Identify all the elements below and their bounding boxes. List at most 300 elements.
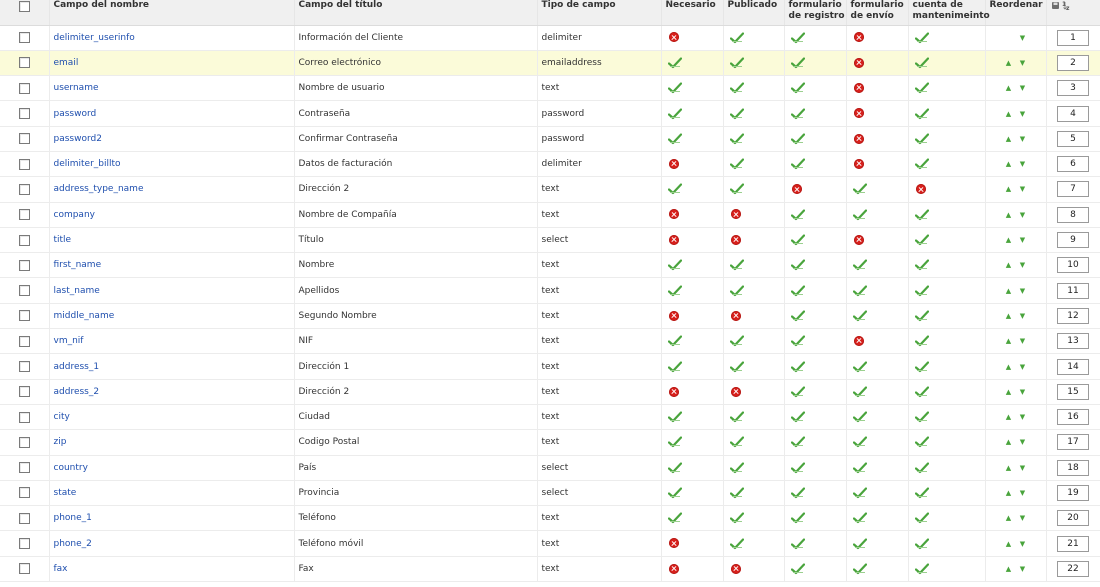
- row-checkbox[interactable]: [19, 412, 30, 423]
- tick-icon[interactable]: [668, 411, 682, 423]
- row-checkbox[interactable]: [19, 386, 30, 397]
- cross-icon[interactable]: [792, 184, 802, 194]
- tick-icon[interactable]: [730, 158, 744, 170]
- move-down-icon[interactable]: ▼: [1019, 514, 1026, 523]
- order-input[interactable]: 13: [1057, 333, 1089, 349]
- order-input[interactable]: 6: [1057, 156, 1089, 172]
- move-down-icon[interactable]: ▼: [1019, 539, 1026, 548]
- table-row[interactable]: [0, 430, 1100, 455]
- tick-icon[interactable]: [791, 487, 805, 499]
- tick-icon[interactable]: [791, 209, 805, 221]
- move-down-icon[interactable]: ▼: [1019, 362, 1026, 371]
- field-name-link[interactable]: username: [53, 83, 99, 94]
- tick-icon[interactable]: [915, 335, 929, 347]
- tick-icon[interactable]: [791, 285, 805, 297]
- row-checkbox[interactable]: [19, 563, 30, 574]
- move-up-icon[interactable]: ▲: [1005, 488, 1012, 497]
- tick-icon[interactable]: [668, 335, 682, 347]
- row-checkbox[interactable]: [19, 57, 30, 68]
- tick-icon[interactable]: [791, 133, 805, 145]
- order-input[interactable]: 12: [1057, 308, 1089, 324]
- tick-icon[interactable]: [915, 158, 929, 170]
- move-up-icon[interactable]: ▲: [1005, 185, 1012, 194]
- order-input[interactable]: 5: [1057, 131, 1089, 147]
- tick-icon[interactable]: [853, 285, 867, 297]
- tick-icon[interactable]: [791, 108, 805, 120]
- tick-icon[interactable]: [853, 259, 867, 271]
- tick-icon[interactable]: [791, 411, 805, 423]
- move-up-icon[interactable]: ▲: [1005, 84, 1012, 93]
- tick-icon[interactable]: [730, 82, 744, 94]
- table-row[interactable]: [0, 480, 1100, 505]
- field-title-cell: Ciudad: [294, 404, 537, 429]
- move-up-icon[interactable]: ▲: [1005, 58, 1012, 67]
- reorder-cell: [985, 379, 1046, 404]
- reorder-cell: [985, 278, 1046, 303]
- move-down-icon[interactable]: ▼: [1019, 438, 1026, 447]
- tick-icon[interactable]: [730, 462, 744, 474]
- tick-icon[interactable]: [730, 32, 744, 44]
- tick-icon[interactable]: [915, 310, 929, 322]
- move-up-icon[interactable]: ▲: [1005, 337, 1012, 346]
- row-checkbox[interactable]: [19, 83, 30, 94]
- col-type-header[interactable]: Tipo de campo: [537, 0, 661, 25]
- cross-icon[interactable]: [854, 32, 864, 42]
- tick-icon[interactable]: [853, 487, 867, 499]
- tick-icon[interactable]: [853, 462, 867, 474]
- row-checkbox[interactable]: [19, 32, 30, 43]
- row-select-cell: [0, 531, 49, 556]
- published-cell: [723, 177, 784, 202]
- row-checkbox[interactable]: [19, 184, 30, 195]
- published-cell: [723, 354, 784, 379]
- move-up-icon[interactable]: ▲: [1005, 387, 1012, 396]
- cross-icon[interactable]: [854, 159, 864, 169]
- field-name-link[interactable]: title: [53, 235, 72, 246]
- col-title-header[interactable]: Campo del título: [294, 0, 537, 25]
- cross-icon[interactable]: [731, 235, 741, 245]
- table-row[interactable]: [0, 404, 1100, 429]
- tick-icon[interactable]: [791, 563, 805, 575]
- row-checkbox[interactable]: [19, 310, 30, 321]
- tick-icon[interactable]: [915, 563, 929, 575]
- order-input[interactable]: 7: [1057, 181, 1089, 197]
- table-row[interactable]: [0, 455, 1100, 480]
- tick-icon[interactable]: [668, 436, 682, 448]
- cross-icon[interactable]: [731, 564, 741, 574]
- tick-icon[interactable]: [730, 361, 744, 373]
- table-row[interactable]: [0, 76, 1100, 101]
- tick-icon[interactable]: [915, 512, 929, 524]
- row-checkbox[interactable]: [19, 513, 30, 524]
- cross-icon[interactable]: [731, 387, 741, 397]
- table-row[interactable]: [0, 202, 1100, 227]
- col-published-header[interactable]: Publicado: [723, 0, 784, 25]
- row-checkbox[interactable]: [19, 209, 30, 220]
- row-checkbox[interactable]: [19, 260, 30, 271]
- account-cell: [908, 227, 985, 252]
- tick-icon[interactable]: [668, 361, 682, 373]
- tick-icon[interactable]: [791, 538, 805, 550]
- table-row[interactable]: [0, 303, 1100, 328]
- tick-icon[interactable]: [668, 285, 682, 297]
- tick-icon[interactable]: [791, 462, 805, 474]
- required-cell: [661, 354, 723, 379]
- shipping-cell: [846, 151, 908, 176]
- cross-icon[interactable]: [669, 32, 679, 42]
- tick-icon[interactable]: [853, 512, 867, 524]
- table-row[interactable]: [0, 278, 1100, 303]
- table-row[interactable]: [0, 50, 1100, 75]
- cross-icon[interactable]: [854, 134, 864, 144]
- tick-icon[interactable]: [915, 462, 929, 474]
- row-checkbox[interactable]: [19, 361, 30, 372]
- tick-icon[interactable]: [915, 259, 929, 271]
- tick-icon[interactable]: [668, 183, 682, 195]
- tick-icon[interactable]: [915, 361, 929, 373]
- tick-icon[interactable]: [668, 259, 682, 271]
- col-account-header[interactable]: cuenta de mantenimeinto: [908, 0, 985, 25]
- tick-icon[interactable]: [730, 285, 744, 297]
- cross-icon[interactable]: [669, 564, 679, 574]
- tick-icon[interactable]: [730, 133, 744, 145]
- cross-icon[interactable]: [669, 209, 679, 219]
- order-input[interactable]: 19: [1057, 485, 1089, 501]
- table-row[interactable]: [0, 126, 1100, 151]
- tick-icon[interactable]: [791, 386, 805, 398]
- reorder-cell: [985, 202, 1046, 227]
- tick-icon[interactable]: [730, 436, 744, 448]
- row-checkbox[interactable]: [19, 487, 30, 498]
- move-down-icon[interactable]: ▼: [1019, 463, 1026, 472]
- tick-icon[interactable]: [915, 487, 929, 499]
- move-down-icon[interactable]: ▼: [1019, 286, 1026, 295]
- cross-icon[interactable]: [731, 311, 741, 321]
- tick-icon[interactable]: [791, 158, 805, 170]
- move-down-icon[interactable]: ▼: [1019, 33, 1026, 42]
- field-name-link[interactable]: country: [53, 462, 88, 473]
- tick-icon[interactable]: [853, 310, 867, 322]
- tick-icon[interactable]: [853, 411, 867, 423]
- row-checkbox[interactable]: [19, 108, 30, 119]
- tick-icon[interactable]: [730, 411, 744, 423]
- move-down-icon[interactable]: ▼: [1019, 387, 1026, 396]
- field-name-link[interactable]: delimiter_userinfo: [53, 32, 135, 43]
- field-name-link[interactable]: fax: [53, 563, 68, 574]
- tick-icon[interactable]: [915, 209, 929, 221]
- tick-icon[interactable]: [915, 436, 929, 448]
- tick-icon[interactable]: [730, 259, 744, 271]
- field-name-link[interactable]: address_type_name: [53, 184, 144, 195]
- move-up-icon[interactable]: ▲: [1005, 362, 1012, 371]
- field-name-link[interactable]: password2: [53, 133, 102, 144]
- tick-icon[interactable]: [730, 108, 744, 120]
- registration-cell: [784, 506, 846, 531]
- order-input[interactable]: 4: [1057, 106, 1089, 122]
- tick-icon[interactable]: [791, 310, 805, 322]
- tick-icon[interactable]: [668, 512, 682, 524]
- move-up-icon[interactable]: ▲: [1005, 210, 1012, 219]
- row-select-cell: [0, 126, 49, 151]
- reorder-cell: [985, 556, 1046, 581]
- tick-icon[interactable]: [730, 57, 744, 69]
- table-row[interactable]: [0, 253, 1100, 278]
- required-cell: [661, 25, 723, 50]
- order-input[interactable]: 8: [1057, 207, 1089, 223]
- col-shipping-header[interactable]: formulario de envío: [846, 0, 908, 25]
- table-row[interactable]: [0, 227, 1100, 252]
- field-title-cell: Dirección 1: [294, 354, 537, 379]
- row-checkbox[interactable]: [19, 133, 30, 144]
- move-up-icon[interactable]: ▲: [1005, 261, 1012, 270]
- field-name-link[interactable]: phone_1: [53, 513, 92, 524]
- tick-icon[interactable]: [915, 133, 929, 145]
- move-down-icon[interactable]: ▼: [1019, 236, 1026, 245]
- table-row[interactable]: [0, 101, 1100, 126]
- tick-icon[interactable]: [791, 32, 805, 44]
- tick-icon[interactable]: [668, 57, 682, 69]
- move-up-icon[interactable]: ▲: [1005, 413, 1012, 422]
- published-cell: [723, 50, 784, 75]
- order-input[interactable]: 1: [1057, 30, 1089, 46]
- row-checkbox[interactable]: [19, 285, 30, 296]
- move-down-icon[interactable]: ▼: [1019, 160, 1026, 169]
- move-up-icon[interactable]: ▲: [1005, 160, 1012, 169]
- field-name-link[interactable]: address_2: [53, 386, 100, 397]
- cross-icon[interactable]: [669, 538, 679, 548]
- order-input[interactable]: 17: [1057, 434, 1089, 450]
- tick-icon[interactable]: [853, 361, 867, 373]
- tick-icon[interactable]: [915, 234, 929, 246]
- registration-cell: [784, 531, 846, 556]
- field-type-cell: password: [537, 101, 661, 126]
- move-up-icon[interactable]: ▲: [1005, 109, 1012, 118]
- account-cell: [908, 506, 985, 531]
- order-input[interactable]: 3: [1057, 80, 1089, 96]
- move-up-icon[interactable]: ▲: [1005, 564, 1012, 573]
- order-input[interactable]: 10: [1057, 257, 1089, 273]
- reorder-cell: [985, 303, 1046, 328]
- tick-icon[interactable]: [668, 108, 682, 120]
- tick-icon[interactable]: [730, 183, 744, 195]
- order-input[interactable]: 21: [1057, 536, 1089, 552]
- tick-icon[interactable]: [853, 386, 867, 398]
- table-row[interactable]: [0, 177, 1100, 202]
- row-checkbox[interactable]: [19, 235, 30, 246]
- cross-icon[interactable]: [854, 83, 864, 93]
- field-name-link[interactable]: company: [53, 209, 95, 220]
- tick-icon[interactable]: [791, 436, 805, 448]
- tick-icon[interactable]: [730, 512, 744, 524]
- tick-icon[interactable]: [668, 133, 682, 145]
- order-cell: [1046, 404, 1100, 429]
- required-cell: [661, 404, 723, 429]
- tick-icon[interactable]: [915, 32, 929, 44]
- field-title-cell: Datos de facturación: [294, 151, 537, 176]
- cross-icon[interactable]: [669, 311, 679, 321]
- tick-icon[interactable]: [791, 234, 805, 246]
- move-up-icon[interactable]: ▲: [1005, 514, 1012, 523]
- move-down-icon[interactable]: ▼: [1019, 58, 1026, 67]
- move-up-icon[interactable]: ▲: [1005, 236, 1012, 245]
- move-down-icon[interactable]: ▼: [1019, 134, 1026, 143]
- account-cell: [908, 531, 985, 556]
- field-name-link[interactable]: phone_2: [53, 538, 92, 549]
- field-name-link[interactable]: zip: [53, 437, 67, 448]
- tick-icon[interactable]: [791, 512, 805, 524]
- col-reorder-header[interactable]: Reordenar: [985, 0, 1046, 25]
- tick-icon[interactable]: [853, 183, 867, 195]
- table-row[interactable]: [0, 531, 1100, 556]
- tick-icon[interactable]: [915, 82, 929, 94]
- tick-icon[interactable]: [730, 538, 744, 550]
- order-input[interactable]: 9: [1057, 232, 1089, 248]
- tick-icon[interactable]: [668, 82, 682, 94]
- field-name-link[interactable]: first_name: [53, 260, 102, 271]
- col-name-header[interactable]: Campo del nombre: [49, 0, 294, 25]
- published-cell: [723, 404, 784, 429]
- order-input[interactable]: 18: [1057, 460, 1089, 476]
- cross-icon[interactable]: [854, 108, 864, 118]
- tick-icon[interactable]: [853, 563, 867, 575]
- field-name-link[interactable]: address_1: [53, 361, 100, 372]
- tick-icon[interactable]: [791, 82, 805, 94]
- tick-icon[interactable]: [791, 259, 805, 271]
- cross-icon[interactable]: [669, 235, 679, 245]
- field-title-cell: País: [294, 455, 537, 480]
- move-down-icon[interactable]: ▼: [1019, 84, 1026, 93]
- tick-icon[interactable]: [915, 386, 929, 398]
- order-cell: [1046, 329, 1100, 354]
- shipping-cell: [846, 430, 908, 455]
- move-up-icon[interactable]: ▲: [1005, 311, 1012, 320]
- tick-icon[interactable]: [915, 538, 929, 550]
- order-input[interactable]: 11: [1057, 283, 1089, 299]
- cross-icon[interactable]: [669, 387, 679, 397]
- tick-icon[interactable]: [668, 462, 682, 474]
- row-checkbox[interactable]: [19, 437, 30, 448]
- move-down-icon[interactable]: ▼: [1019, 185, 1026, 194]
- tick-icon[interactable]: [791, 57, 805, 69]
- cross-icon[interactable]: [731, 209, 741, 219]
- field-title-cell: Apellidos: [294, 278, 537, 303]
- cross-icon[interactable]: [669, 159, 679, 169]
- cross-icon[interactable]: [854, 336, 864, 346]
- move-up-icon[interactable]: ▲: [1005, 463, 1012, 472]
- published-cell: [723, 101, 784, 126]
- field-type-cell: text: [537, 303, 661, 328]
- tick-icon[interactable]: [853, 209, 867, 221]
- field-name-cell: [49, 303, 294, 328]
- move-up-icon[interactable]: ▲: [1005, 438, 1012, 447]
- table-row[interactable]: [0, 556, 1100, 581]
- tick-icon[interactable]: [915, 57, 929, 69]
- svg-text:z: z: [1065, 5, 1069, 11]
- order-cell: [1046, 126, 1100, 151]
- tick-icon[interactable]: [730, 487, 744, 499]
- col-registration-header[interactable]: formulario de registro: [784, 0, 846, 25]
- field-name-link[interactable]: vm_nif: [53, 336, 84, 347]
- cross-icon[interactable]: [916, 184, 926, 194]
- move-up-icon[interactable]: ▲: [1005, 134, 1012, 143]
- move-up-icon[interactable]: ▲: [1005, 539, 1012, 548]
- required-cell: [661, 480, 723, 505]
- order-input[interactable]: 15: [1057, 384, 1089, 400]
- order-cell: [1046, 50, 1100, 75]
- field-name-link[interactable]: email: [53, 57, 79, 68]
- row-checkbox[interactable]: [19, 159, 30, 170]
- cross-icon[interactable]: [854, 58, 864, 68]
- select-all-checkbox[interactable]: [19, 1, 30, 12]
- tick-icon[interactable]: [853, 538, 867, 550]
- table-row[interactable]: [0, 354, 1100, 379]
- account-cell: [908, 202, 985, 227]
- field-name-link[interactable]: city: [53, 412, 70, 423]
- row-checkbox[interactable]: [19, 538, 30, 549]
- order-input[interactable]: 20: [1057, 510, 1089, 526]
- move-down-icon[interactable]: ▼: [1019, 564, 1026, 573]
- order-input[interactable]: 16: [1057, 409, 1089, 425]
- move-down-icon[interactable]: ▼: [1019, 413, 1026, 422]
- tick-icon[interactable]: [668, 487, 682, 499]
- table-row[interactable]: [0, 329, 1100, 354]
- tick-icon[interactable]: [915, 285, 929, 297]
- field-name-link[interactable]: password: [53, 108, 97, 119]
- col-required-header[interactable]: Necesario: [661, 0, 723, 25]
- row-select-cell: [0, 76, 49, 101]
- field-name-cell: [49, 379, 294, 404]
- cross-icon[interactable]: [854, 235, 864, 245]
- row-select-cell: [0, 379, 49, 404]
- move-down-icon[interactable]: ▼: [1019, 337, 1026, 346]
- field-name-link[interactable]: last_name: [53, 285, 100, 296]
- move-down-icon[interactable]: ▼: [1019, 488, 1026, 497]
- row-checkbox[interactable]: [19, 336, 30, 347]
- table-row[interactable]: [0, 506, 1100, 531]
- order-input[interactable]: 22: [1057, 561, 1089, 577]
- field-title-cell: Información del Cliente: [294, 25, 537, 50]
- field-title-cell: Confirmar Contraseña: [294, 126, 537, 151]
- order-input[interactable]: 2: [1057, 55, 1089, 71]
- save-order-icon[interactable]: [1051, 3, 1073, 14]
- table-row[interactable]: [0, 25, 1100, 50]
- field-type-cell: password: [537, 126, 661, 151]
- move-down-icon[interactable]: ▼: [1019, 210, 1026, 219]
- field-name-link[interactable]: state: [53, 487, 77, 498]
- field-title-cell: Fax: [294, 556, 537, 581]
- required-cell: [661, 455, 723, 480]
- row-checkbox[interactable]: [19, 462, 30, 473]
- order-cell: [1046, 151, 1100, 176]
- tick-icon[interactable]: [791, 335, 805, 347]
- order-input[interactable]: 14: [1057, 359, 1089, 375]
- move-down-icon[interactable]: ▼: [1019, 311, 1026, 320]
- shipping-cell: [846, 404, 908, 429]
- field-name-link[interactable]: middle_name: [53, 310, 115, 321]
- table-row[interactable]: [0, 379, 1100, 404]
- tick-icon[interactable]: [791, 361, 805, 373]
- move-down-icon[interactable]: ▼: [1019, 261, 1026, 270]
- move-down-icon[interactable]: ▼: [1019, 109, 1026, 118]
- field-name-link[interactable]: delimiter_billto: [53, 159, 121, 170]
- required-cell: [661, 227, 723, 252]
- tick-icon[interactable]: [915, 411, 929, 423]
- move-up-icon[interactable]: ▲: [1005, 286, 1012, 295]
- tick-icon[interactable]: [853, 436, 867, 448]
- tick-icon[interactable]: [915, 108, 929, 120]
- table-row[interactable]: [0, 151, 1100, 176]
- tick-icon[interactable]: [730, 335, 744, 347]
